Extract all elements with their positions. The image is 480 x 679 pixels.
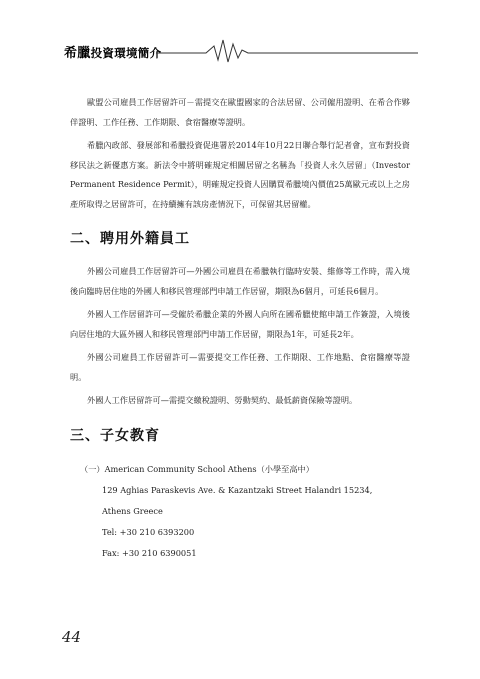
intro-paragraph-1: 歐盟公司雇員工作居留許可－需提交在歐盟國家的合法居留、公司僱用證明、在希合作夥伴證明、工作任務、工作期限、食宿醫療等證明。 bbox=[70, 97, 410, 127]
intro-paragraph-2: 希臘內政部、發展部和希臘投資促進署於2014年10月22日聯合舉行記者會，宣布對投資移民法之新優惠方案。新法令中將明確規定相關居留之名稱為「投資人永久居留」（Investor Permanent Residence Permit），明確規定投資人因購買希臘境內價值25萬歐元或以上之房產所取得之居留許可，在持續擁有該房產情況下，可保留其居留權。 bbox=[70, 140, 410, 209]
section2-paragraph: 外國公司雇員工作居留許可—需要提交工作任務、工作期限、工作地點、食宿醫療等證明。 bbox=[70, 352, 410, 382]
section-title-education: 三、子女教育 bbox=[70, 427, 160, 444]
school-address-city: Athens Greece bbox=[102, 505, 163, 516]
header-title bbox=[64, 42, 161, 61]
school-heading: （一）American Community School Athens（小學至高中） bbox=[80, 463, 314, 474]
main-content bbox=[70, 93, 410, 564]
page-number: 44 bbox=[62, 628, 82, 646]
header-title-subtitle: 投資環境簡介 bbox=[90, 46, 162, 60]
section-title-foreign-employees: 二、聘用外籍員工 bbox=[70, 231, 190, 247]
section2-paragraph: 外國人工作居留許可—受僱於希臘企業的外國人向所在國希臘使館申請工作簽證，入境後向居住地的大區外國人和移民管理部門申請工作居留，期限為1年，可延長2年。 bbox=[70, 309, 410, 339]
header-heartbeat-line bbox=[156, 36, 418, 64]
school-address-line: 129 Aghias Paraskevis Ave. & Kazantzaki Street Halandri 15234, bbox=[102, 484, 373, 495]
section2-paragraph: 外國公司雇員工作居留許可—外國公司雇員在希臘執行臨時安裝、維修等工作時，需入境後向臨時居住地的外國人和移民管理部門申請工作居留，期限為6個月，可延長6個月。 bbox=[70, 266, 410, 296]
running-header bbox=[64, 34, 416, 64]
school-fax: Fax: +30 210 6390051 bbox=[102, 547, 197, 558]
section2-paragraph: 外國人工作居留許可—需提交繳稅證明、勞動契約、最低薪資保險等證明。 bbox=[87, 395, 358, 405]
school-phone: Tel: +30 210 6393200 bbox=[102, 526, 195, 537]
header-title-country: 希臘 bbox=[64, 46, 91, 61]
